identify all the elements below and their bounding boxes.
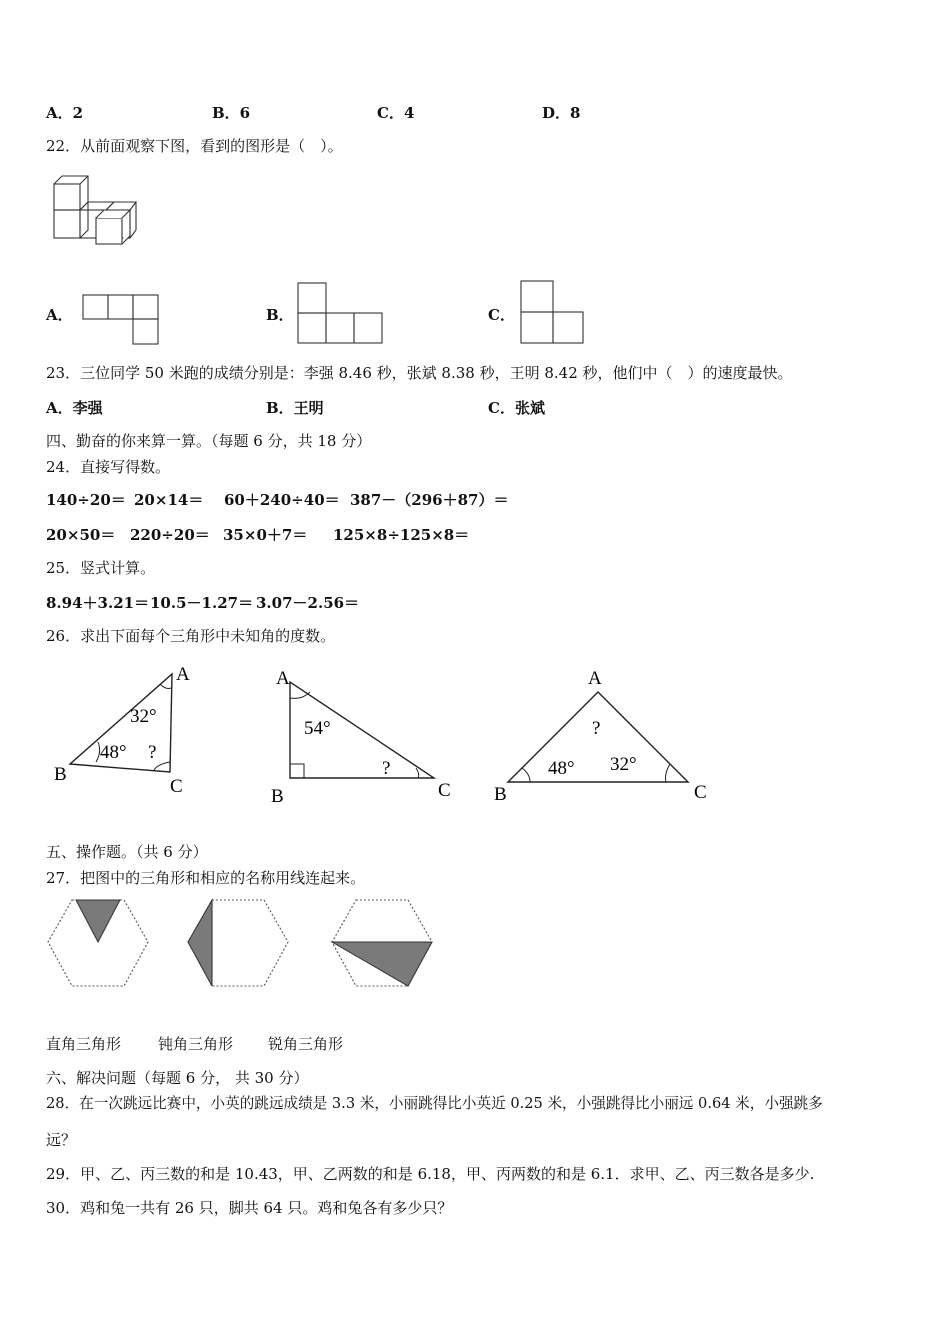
t3-angle-b: 48° (548, 758, 575, 779)
q23-option-c: C．张斌 (488, 399, 545, 417)
q23-option-a: A．李强 (46, 399, 103, 417)
q24-item-3: 60＋240÷40＝ (224, 491, 340, 509)
q27-name-obtuse: 钝角三角形 (158, 1035, 234, 1053)
q22-option-b: B． (266, 306, 294, 324)
q21-option-c: C．4 (377, 104, 415, 122)
t3-vertex-b: B (494, 784, 507, 805)
q30-question: 30．鸡和兔一共有 26 只，脚共 64 只。鸡和兔各有多少只？ (46, 1199, 453, 1217)
t2-vertex-a: A (276, 668, 290, 689)
q25-item-2: 10.5－1.27＝ (150, 594, 254, 612)
t3-vertex-c: C (694, 782, 707, 803)
q24-item-2: 20×14＝ (134, 491, 204, 509)
q26-triangle-2 (266, 660, 466, 810)
t3-vertex-a: A (588, 668, 602, 689)
q26-triangle-1 (48, 660, 208, 800)
q29-question: 29．甲、乙、丙三数的和是 10.43，甲、乙两数的和是 6.18，甲、丙两数的和是 6.1．求甲、乙、丙三数各是多少. (46, 1165, 815, 1183)
t3-angle-c: 32° (610, 754, 637, 775)
q26-question: 26．求出下面每个三角形中未知角的度数。 (46, 627, 336, 645)
q21-option-d: D．8 (542, 104, 581, 122)
q22-option-a: A． (46, 306, 73, 324)
q25-item-1: 8.94＋3.21＝ (46, 594, 150, 612)
q27-question: 27．把图中的三角形和相应的名称用线连起来。 (46, 869, 366, 887)
t1-vertex-b: B (54, 764, 67, 785)
q24-item-4: 387－（296＋87）＝ (350, 491, 509, 509)
q22-option-c-figure (519, 280, 587, 346)
q24-item-1: 140÷20＝ (46, 491, 126, 509)
q24-item-7: 35×0＋7＝ (223, 526, 308, 544)
section-4-title: 四、勤奋的你来算一算。（每题 6 分，共 18 分） (46, 432, 372, 450)
q21-option-b: B．6 (212, 104, 251, 122)
t3-unknown: ? (592, 718, 601, 739)
section-5-title: 五、操作题。（共 6 分） (46, 843, 208, 861)
section-6-title: 六、解决问题（每题 6 分， 共 30 分） (46, 1069, 309, 1087)
q27-name-acute: 锐角三角形 (268, 1035, 344, 1053)
q28-line-1: 28．在一次跳远比赛中，小英的跳远成绩是 3.3 米，小丽跳得比小英近 0.25 米，小强跳得比小丽远 0.64 米，小强跳多 (46, 1095, 823, 1112)
t2-unknown: ? (382, 758, 391, 779)
q27-hexagon-1 (46, 898, 152, 990)
q26-triangle-3 (492, 664, 722, 804)
t1-vertex-a: A (176, 664, 190, 685)
q22-option-c: C． (488, 306, 515, 324)
t2-vertex-b: B (271, 786, 284, 807)
q24-item-6: 220÷20＝ (130, 526, 210, 544)
t2-angle-a: 54° (304, 718, 331, 739)
q22-option-a-figure (82, 294, 162, 346)
q22-cube-figure (50, 172, 145, 250)
q23-question: 23．三位同学 50 米跑的成绩分别是：李强 8.46 秒，张斌 8.38 秒，王明 8.42 秒，他们中（ ）的速度最快。 (46, 364, 793, 382)
q27-hexagon-2 (186, 898, 292, 990)
q22-question: 22．从前面观察下图，看到的图形是（ ）。 (46, 137, 343, 155)
q22-option-b-figure (296, 282, 386, 346)
q25-item-3: 3.07－2.56＝ (256, 594, 360, 612)
q24-item-5: 20×50＝ (46, 526, 116, 544)
t1-angle-a: 32° (130, 706, 157, 727)
q24-question: 24．直接写得数。 (46, 458, 171, 476)
t1-angle-b: 48° (100, 742, 127, 763)
q23-option-b: B．王明 (266, 399, 324, 417)
q21-option-a: A．2 (46, 104, 84, 122)
q25-question: 25．竖式计算。 (46, 559, 156, 577)
q24-item-8: 125×8÷125×8＝ (333, 526, 470, 544)
q27-hexagon-3 (330, 898, 436, 990)
t2-vertex-c: C (438, 780, 451, 801)
q27-name-right: 直角三角形 (46, 1035, 122, 1053)
t1-unknown: ? (148, 742, 157, 763)
q28-line-2: 远？ (46, 1131, 77, 1149)
t1-vertex-c: C (170, 776, 183, 797)
